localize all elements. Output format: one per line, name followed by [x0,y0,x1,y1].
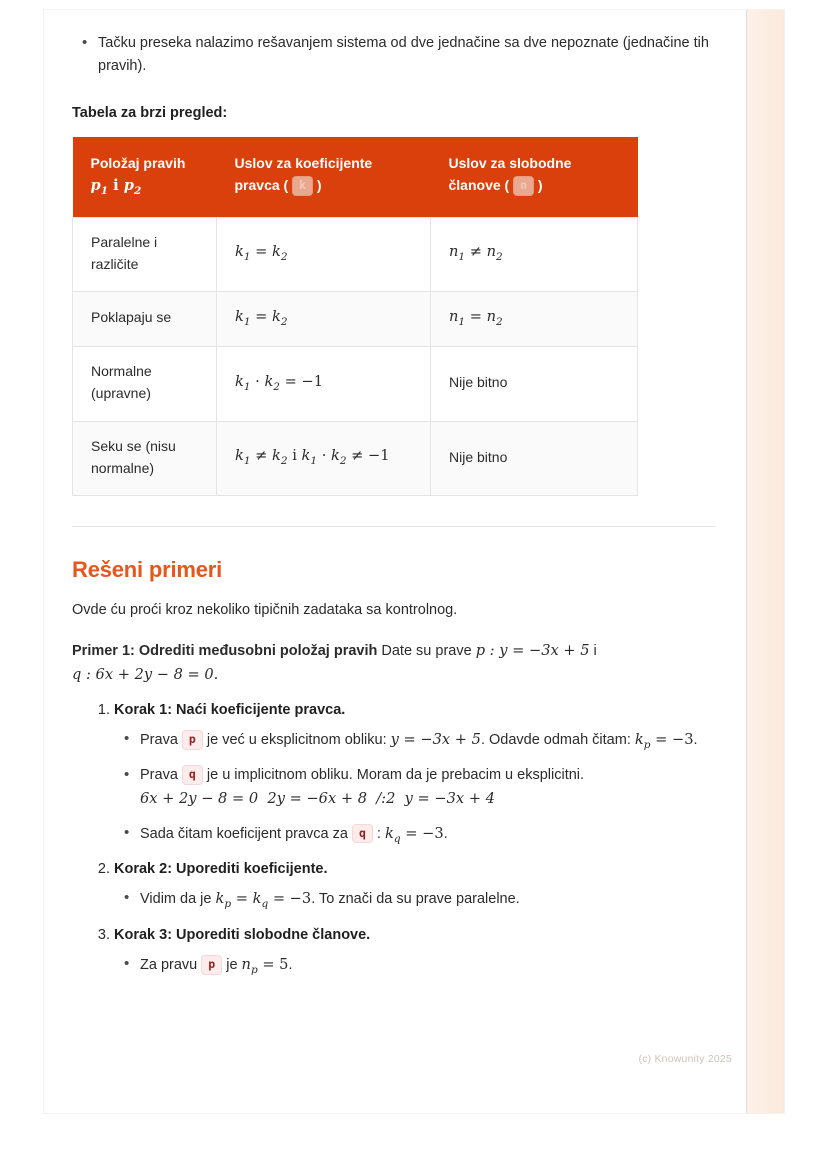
header-label-2: pravca ( [234,176,289,193]
math-explicit-form: y = −3x + 5 [390,730,481,748]
header-label-3: ) [316,176,322,193]
step-1-head: Korak 1: Naći koeficijente pravca. [114,701,346,718]
text-tail: . [288,957,293,974]
text-pre: Vidim da je [140,891,216,908]
quick-reference-table [72,137,638,496]
cell-position: Normalne (upravne) [73,347,217,421]
example-lead-bold: Primer 1: Odrediti međusobni položaj pravih [72,642,378,659]
cell-position: Paralelne i različite [73,217,217,291]
header-label: Položaj pravih [90,154,186,171]
table-row [73,421,638,495]
text-pre: Za pravu [140,957,202,974]
cell-slope-condition: $k_1 \cdot k_2 = -1$ [217,347,431,421]
document-page [44,10,784,1113]
list-item [140,953,716,979]
text-pre: Prava [140,731,182,748]
list-item [140,822,716,848]
solution-steps [72,702,716,980]
list-item [140,728,716,754]
text-post: : [372,825,385,842]
n-chip: n [513,176,534,196]
cell-intercept-condition: $n_1 \ne n_2$ [431,217,638,291]
cell-intercept-condition: $n_1 = n_2$ [431,292,638,347]
cell-position: Poklapaju se [73,292,217,347]
math-np: $n_p = 5$ [241,956,289,977]
text-pre: Sada čitam koeficijent pravca za [140,825,352,842]
text-post-2: . Odavde odmah čitam: [480,731,635,748]
page-right-band [746,10,784,1113]
math-implicit-to-explicit: 6x + 2y − 8 = 0 2y = −6x + 8 /:2 y = −3x + 4 [140,790,495,808]
math-kp: $k_p = -3$ [634,730,694,751]
table-header-cell-position [73,137,217,217]
text-tail: . [443,825,448,842]
p-chip: p [201,955,222,975]
table-caption: Tabela za brzi pregled: [72,104,228,121]
step-2 [114,861,716,913]
example-lead-rest-1: Date su prave [377,642,476,659]
q-chip: q [352,824,373,844]
page-edge-line [746,10,747,1113]
math-kq: $k_q = -3$ [385,824,444,845]
header-label: Uslov za koeficijente [234,154,373,171]
step-1 [114,702,716,848]
example-lead-rest-2: i [589,642,597,659]
q-chip: q [182,765,203,785]
header-label-3: ) [537,176,543,193]
copyright-note: (c) Knowunity 2025 [638,1053,732,1065]
example-math-p: p : y = −3x + 5 [475,641,590,659]
cell-position: Seku se (nisu normalne) [73,421,217,495]
section-intro: Ovde ću proći kroz nekoliko tipičnih zadataka sa kontrolnog. [72,602,458,619]
table-header-row [73,137,638,217]
example-math-q: q : 6x + 2y − 8 = 0. [72,666,219,684]
intro-bullet-list [72,32,716,79]
document-content [44,10,746,989]
intro-bullet-text: Tačku preseka nalazimo rešavanjem sistema od dve jednačine sa dve nepoznate (jednačine tih pravih). [98,35,709,75]
section-title: Rešeni primeri [72,557,223,583]
table-row [73,217,638,291]
list-item [140,764,716,812]
divider [72,526,716,527]
cell-slope-condition: $k_1 = k_2$ [217,217,431,291]
step-1-bullets [114,728,716,848]
header-label: Uslov za slobodne [448,154,572,171]
k-chip: k [292,176,313,196]
step-2-bullets [114,887,716,913]
step-2-head: Korak 2: Uporediti koeficijente. [114,861,328,878]
step-3-bullets [114,953,716,979]
table-row [73,347,638,421]
math-kp-eq-kq: $k_p = k_q = -3$ [215,890,312,911]
text-post: je već u eksplicitnom obliku: [202,731,391,748]
text-tail: . [693,731,698,748]
list-item [140,887,716,913]
cell-slope-condition: $k_1 = k_2$ [217,292,431,347]
header-label-2: članove ( [448,176,510,193]
text-post-2: . To znači da su prave paralelne. [311,891,520,908]
list-item [98,32,716,79]
text-pre: Prava [140,766,182,783]
step-3-head: Korak 3: Uporediti slobodne članove. [114,927,371,944]
table-header-cell-slope [217,137,431,217]
text-post: je [222,957,242,974]
cell-intercept-condition: Nije bitno [431,347,638,421]
table-header-cell-intercept [431,137,638,217]
cell-intercept-condition: Nije bitno [431,421,638,495]
example-lead [72,639,716,688]
step-3 [114,927,716,979]
text-post: je u implicitnom obliku. Moram da je prebacim u eksplicitni. [202,766,585,783]
header-math: $p_1$ i $p_2$ [90,176,142,197]
table-row [73,292,638,347]
cell-slope-condition: $k_1 \ne k_2$ i $k_1 \cdot k_2 \ne -1$ [217,421,431,495]
p-chip: p [182,730,203,750]
